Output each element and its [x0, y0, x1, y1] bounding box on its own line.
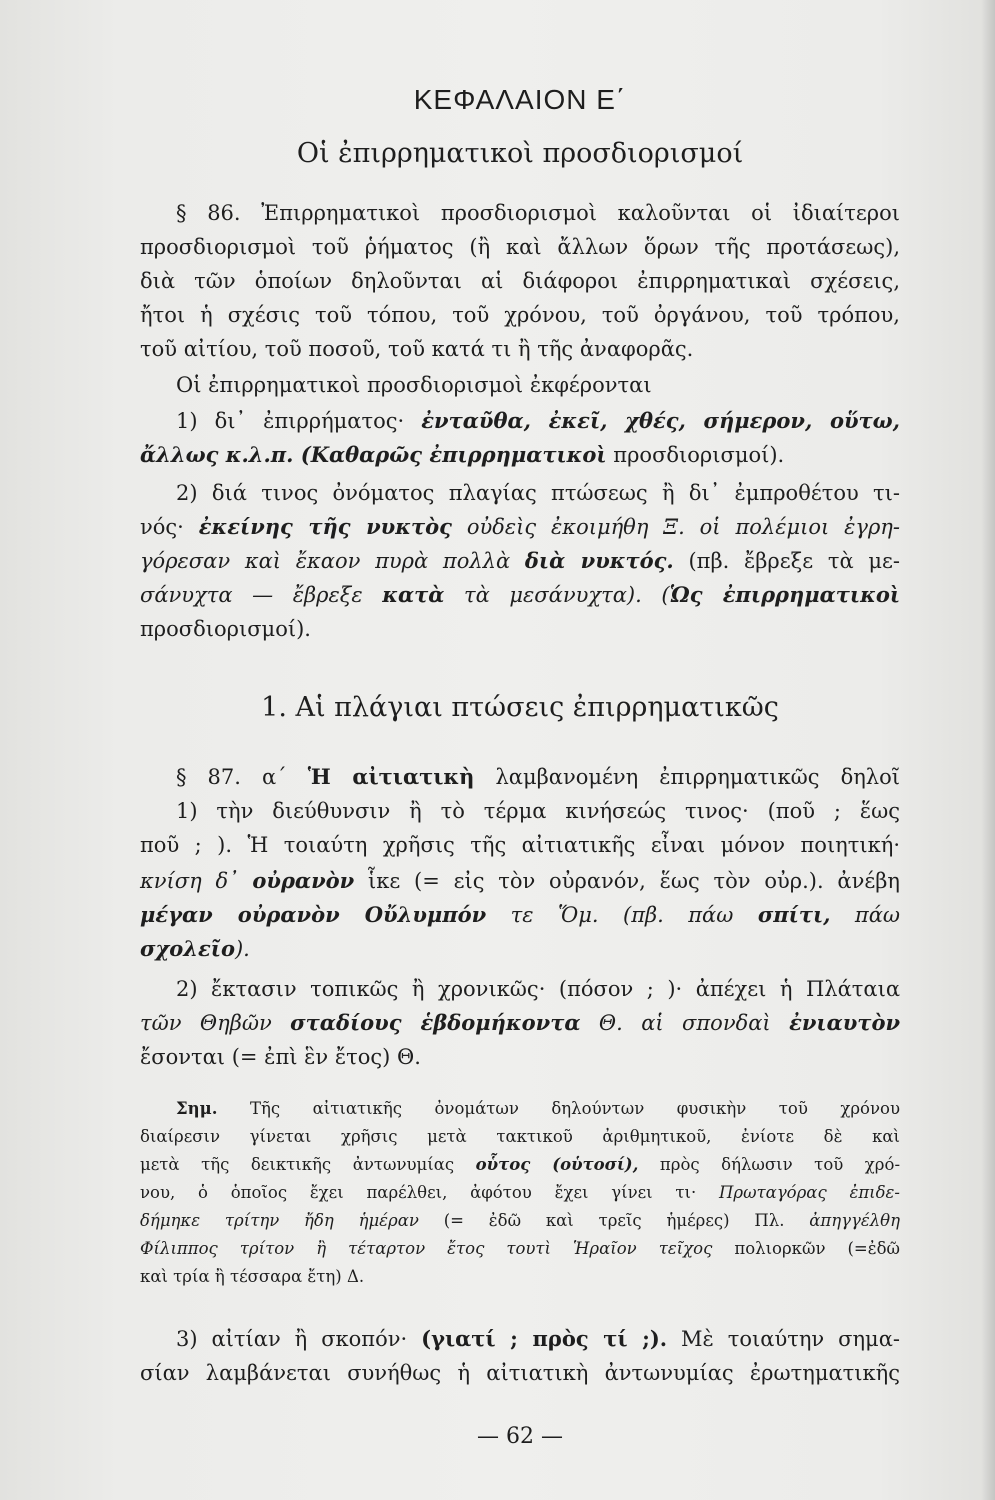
para86-line5: τοῦ αἰτίου, τοῦ ποσοῦ, τοῦ κατά τι ἢ τῆς ἀναφορᾶς. — [140, 337, 694, 361]
note-line1 — [176, 1096, 900, 1121]
para87-line8 — [140, 1008, 900, 1038]
para87-line2: 1) τὴν διεύθυνσιν ἢ τὸ τέρμα κινήσεώς τινος· (ποῦ ; ἕως — [176, 799, 900, 823]
para87-line3: ποῦ ; ). Ἡ τοιαύτη χρῆσις τῆς αἰτιατικῆς εἶναι μόνον ποιητική· — [140, 833, 900, 857]
para86-line2: προσδιορισμοὶ τοῦ ῥήματος (ἢ καὶ ἄλλων ὅρων τῆς προτάσεως), — [140, 235, 900, 259]
para86-line1: § 86. Ἐπιρρηματικοὶ προσδιορισμοὶ καλοῦνται οἱ ἰδιαίτεροι — [176, 201, 900, 225]
section-title: Οἱ ἐπιρρηματικοὶ προσδιορισμοί — [296, 138, 744, 169]
example-italic: πάω — [854, 903, 900, 927]
example-words: οὗτος (οὑτοσί), — [475, 1155, 639, 1174]
example-words: σπίτι, — [757, 902, 831, 927]
note-line3 — [140, 1152, 900, 1177]
example-italic: Φίλιππος τρίτον ἢ τέταρτον ἔτος τουτὶ Ἡραῖον τεῖχος — [140, 1239, 713, 1258]
note-line7: καὶ τρία ἢ τέσσαρα ἔτη) Δ. — [140, 1267, 365, 1286]
para87-line7: 2) ἔκτασιν τοπικῶς ἢ χρονικῶς· (πόσον ; )· ἀπέχει ἡ Πλάταια — [176, 977, 900, 1001]
text-run: πολιορκῶν (=ἐδῶ — [734, 1239, 900, 1258]
para87-line5 — [140, 900, 900, 930]
para86-line4: ἤτοι ἡ σχέσις τοῦ τόπου, τοῦ χρόνου, τοῦ ὀργάνου, τοῦ τρόπου, — [140, 303, 900, 327]
para86-line7 — [176, 406, 900, 436]
example-italic: σάνυχτα — ἔβρεξε — [140, 583, 363, 607]
example-italic: οὐδεὶς ἐκοιμήθη Ξ. οἱ πολέμιοι ἐγρη- — [466, 515, 900, 539]
text-run: λαμβανομένη ἐπιρρηματικῶς δηλοῖ — [495, 765, 900, 789]
example-words: οὐρανὸν — [252, 868, 355, 893]
para86-line6: Οἱ ἐπιρρηματικοὶ προσδιορισμοὶ ἐκφέρονται — [176, 373, 652, 397]
para86-line8 — [140, 440, 900, 470]
text-run: μετὰ τῆς δεικτικῆς ἀντωνυμίας — [140, 1155, 455, 1174]
page-number: — 62 — — [477, 1424, 563, 1449]
example-italic: Θ. αἱ σπονδαὶ — [598, 1011, 771, 1035]
example-italic: ). — [234, 937, 250, 961]
example-words: διὰ νυκτός. — [524, 548, 674, 573]
text-run: νου, ὁ ὁποῖος ἔχει παρέλθει, ἀφότου ἔχει γίνει τι· — [140, 1183, 697, 1202]
text-run: (= ἐδῶ καὶ τρεῖς ἡμέρες) Πλ. — [443, 1211, 785, 1230]
example-italic: δήμηκε τρίτην ἤδη ἡμέραν — [140, 1211, 419, 1230]
example-italic: Πρωταγόρας ἐπιδε- — [719, 1183, 900, 1202]
subsection-heading: 1. Αἱ πλάγιαι πτώσεις ἐπιρρηματικῶς — [261, 692, 779, 723]
para86-line12 — [140, 580, 900, 610]
text-run: πρὸς δήλωσιν τοῦ χρό- — [659, 1155, 901, 1174]
example-words: ἐνιαυτὸν — [789, 1010, 901, 1035]
term-bold: Ἡ αἰτιατικὴ — [307, 764, 475, 789]
text-run: (πβ. ἔβρεξε τὰ με- — [688, 549, 900, 573]
example-words: ἄλλως κ.λ.π. ( — [140, 442, 311, 467]
para86-line9: 2) διά τινος ὀνόματος πλαγίας πτώσεως ἢ δι᾽ ἐμπροθέτου τι- — [176, 481, 900, 505]
binding-shadow — [981, 0, 995, 1500]
text-run: 3) αἰτίαν ἢ σκοπόν· — [176, 1327, 408, 1351]
para87-line9: ἔσονται (= ἐπὶ ἓν ἔτος) Θ. — [140, 1045, 421, 1069]
text-run: Μὲ τοιαύτην σημα- — [681, 1327, 900, 1351]
para87-line6 — [140, 934, 900, 964]
question-bold: (γιατί ; πρὸς τί ;). — [421, 1326, 668, 1351]
para86-line13: προσδιορισμοί). — [140, 617, 311, 641]
text-run: προσδιορισμοί). — [613, 443, 785, 467]
term-bold: Ὡς ἐπιρρηματικοὶ — [669, 582, 900, 607]
note-label: Σημ. — [176, 1099, 218, 1118]
para86-line10 — [140, 512, 900, 542]
example-italic: κνίση δ᾽ — [140, 869, 239, 893]
example-words: μέγαν οὐρανὸν Οὔλυμπόν — [140, 902, 487, 927]
example-italic: τὰ μεσάνυχτα). ( — [464, 583, 670, 607]
para-cont-line2: σίαν λαμβάνεται συνήθως ἡ αἰτιατικὴ ἀντωνυμίας ἐρωτηματικῆς — [140, 1361, 900, 1385]
example-italic: τῶν Θηβῶν — [140, 1011, 272, 1035]
para86-line11 — [140, 546, 900, 576]
note-line5 — [140, 1208, 900, 1233]
example-italic: ἀπηγγέλθη — [809, 1211, 900, 1230]
term-bold: Καθαρῶς ἐπιρρηματικοὶ — [310, 442, 607, 467]
example-words: κατὰ — [382, 582, 445, 607]
example-words: σταδίους ἑβδομήκοντα — [290, 1010, 581, 1035]
para86-line3: διὰ τῶν ὁποίων δηλοῦνται αἱ διάφοροι ἐπιρρηματικαὶ σχέσεις, — [140, 269, 900, 293]
chapter-heading: ΚΕΦΑΛΑΙΟΝ Ε΄ — [413, 84, 627, 115]
text-run: § 87. α΄ — [176, 765, 287, 789]
text-run: ἷκε (= εἰς τὸν οὐρανόν, ἕως τὸν οὐρ.). ἀνέβη — [368, 869, 900, 893]
text-run: 1) δι᾽ ἐπιρρήματος· — [176, 409, 405, 433]
para-cont-line1 — [176, 1324, 900, 1354]
example-words: ἐκείνης τῆς νυκτὸς — [198, 514, 452, 539]
note-line6 — [140, 1236, 900, 1261]
note-line2: διαίρεσιν γίνεται χρῆσις μετὰ τακτικοῦ ἀριθμητικοῦ, ἐνίοτε δὲ καὶ — [140, 1127, 900, 1146]
example-words: ἐνταῦθα, ἐκεῖ, χθές, σήμερον, οὕτω, — [421, 408, 900, 433]
text-run: νός· — [140, 515, 184, 539]
para87-line4 — [140, 866, 900, 896]
note-line4 — [140, 1180, 900, 1205]
para87-line1 — [176, 762, 900, 792]
example-italic: γόρεσαν καὶ ἔκαον πυρὰ πολλὰ — [140, 549, 511, 573]
example-italic: τε Ὅμ. (πβ. πάω — [510, 903, 734, 927]
example-words: σχολεῖο — [140, 936, 235, 961]
text-run: Τῆς αἰτιατικῆς ὀνομάτων δηλούντων φυσικὴν τοῦ χρόνου — [249, 1099, 900, 1118]
